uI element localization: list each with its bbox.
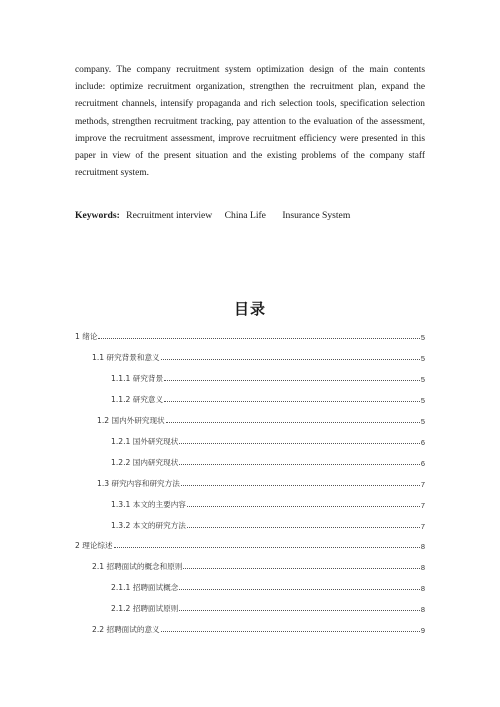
toc-leader-dots [114, 546, 420, 548]
toc-entry-page: 8 [420, 584, 425, 593]
toc-leader-dots [181, 484, 420, 486]
toc-entry-label: 1.3 研究内容和研究方法 [97, 479, 180, 488]
toc-entry[interactable] [111, 391, 425, 405]
toc-leader-dots [164, 379, 420, 381]
toc-entry-page: 8 [420, 542, 425, 551]
abstract-block [75, 62, 425, 182]
keyword-item: Recruitment interview [126, 210, 213, 221]
toc-entry[interactable] [92, 558, 425, 572]
keyword-item: Insurance System [282, 210, 351, 221]
toc-entry-label: 2.1.1 招聘面试概念 [111, 583, 179, 592]
toc-entry[interactable] [92, 349, 425, 363]
toc-title: 目录 [233, 300, 266, 318]
toc-entry-page: 7 [420, 522, 425, 531]
toc-entry-label: 1.3.1 本文的主要内容 [111, 500, 186, 509]
toc-entry-page: 5 [420, 354, 425, 363]
toc-entry[interactable] [97, 475, 425, 489]
toc-entry[interactable] [75, 328, 425, 342]
keyword-item: China Life [224, 210, 266, 221]
toc-leader-dots [164, 400, 420, 402]
toc-entry[interactable] [111, 600, 425, 614]
toc-entry-page: 8 [420, 605, 425, 614]
toc-entry-label: 1.2.2 国内研究现状 [111, 458, 179, 467]
toc-entry-label: 1.1.1 研究背景 [111, 374, 164, 383]
toc-leader-dots [187, 526, 420, 528]
toc-entry[interactable] [92, 621, 425, 635]
toc-leader-dots [183, 567, 419, 569]
toc-entry-page: 7 [420, 480, 425, 489]
toc-entry-label: 1.2.1 国外研究现状 [111, 437, 179, 446]
toc-entry-page: 5 [420, 333, 425, 342]
toc-entry-page: 5 [420, 375, 425, 384]
toc-entry-page: 5 [420, 396, 425, 405]
abstract-paragraph: company. The company recruitment system optimization design of the main contents include: optimize recruitment organization, strengthen the recruitment plan, expand the recruitment channels, intensify propaganda and rich selection tools, specification selection methods, strengthen recruitment tracking, pay attention to the evaluation of the assessment, improve the recruitment assessment, improve recruitment efficiency were presented in this paper in view of the present situation and the existing problems of the company staff recruitment system. [75, 65, 425, 179]
toc-leader-dots [166, 421, 420, 423]
toc-entry-label: 2 理论综述 [75, 541, 113, 550]
toc-entry-label: 2.1.2 招聘面试原则 [111, 604, 179, 613]
toc-entry[interactable] [97, 412, 425, 426]
toc-leader-dots [161, 630, 420, 632]
toc-entry-page: 6 [420, 438, 425, 447]
toc-entry[interactable] [111, 454, 425, 468]
toc-leader-dots [179, 442, 420, 444]
keywords-label: Keywords: [75, 210, 120, 221]
toc-entry-label: 1 绪论 [75, 332, 98, 341]
toc-entry-page: 7 [420, 501, 425, 510]
toc-entry-label: 1.1.2 研究意义 [111, 395, 164, 404]
toc-leader-dots [161, 358, 420, 360]
toc-entry-label: 1.1 研究背景和意义 [92, 353, 160, 362]
keywords-line [75, 210, 350, 221]
toc-entry[interactable] [111, 517, 425, 531]
toc-leader-dots [187, 505, 420, 507]
toc-entry[interactable] [111, 496, 425, 510]
toc-leader-dots [179, 588, 420, 590]
toc-entry-page: 6 [420, 459, 425, 468]
toc-entry-label: 1.2 国内外研究现状 [97, 416, 165, 425]
toc-entry-label: 1.3.2 本文的研究方法 [111, 521, 186, 530]
toc-entry-page: 9 [420, 626, 425, 635]
toc-entry[interactable] [111, 370, 425, 384]
toc-leader-dots [179, 463, 420, 465]
toc-entry-page: 5 [420, 417, 425, 426]
toc-entry-label: 2.1 招聘面试的概念和原则 [92, 562, 183, 571]
toc-entry[interactable] [111, 433, 425, 447]
toc-entry-page: 8 [420, 563, 425, 572]
toc-leader-dots [98, 337, 419, 339]
toc-leader-dots [179, 609, 420, 611]
toc-entry-label: 2.2 招聘面试的意义 [92, 625, 160, 634]
toc-entry[interactable] [75, 537, 425, 551]
toc-entry[interactable] [111, 579, 425, 593]
